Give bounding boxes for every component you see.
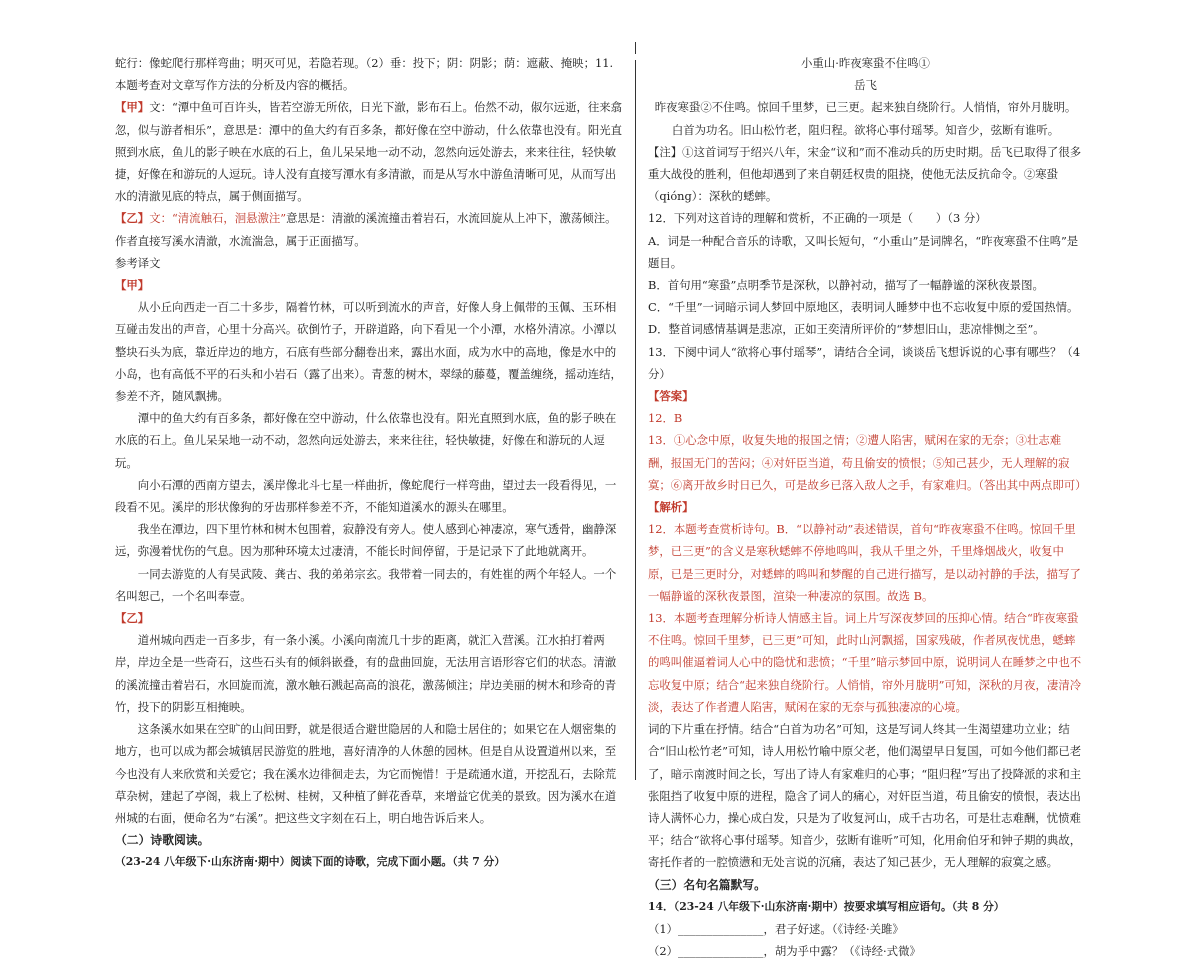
question-14-item-2: （2）_______________，胡为乎中露？（《诗经·式微》 xyxy=(648,944,921,959)
translation-jia-p4: 我坐在潭边，四下里竹林和树木包围着，寂静没有旁人。使人感到心神凄凉，寒气透骨，幽静深远，弥漫着忧伤的气息。因为那种环境太过凄清，不能长时间停留，于是记录下了此地就离开。 xyxy=(115,522,617,559)
poem-author: 岳飞 xyxy=(854,78,877,93)
reference-translation-title: 参考译文 xyxy=(115,255,161,270)
poem-line-1: 昨夜寒蛩②不住鸣。惊回千里梦，已三更。起来独自绕阶行。人悄悄，帘外月胧明。 xyxy=(654,100,1077,115)
analysis-jia: 【甲】文：“潭中鱼可百许头，皆若空游无所依，日光下澈，影布石上。佁然不动，俶尔远逝，往来翕忽，似与游者相乐”，意思是：潭中的鱼大约有百多条，都好像在空中游动，什么依靠也没有。阳光直照到水底，鱼儿的影子映在水底的石上，鱼儿呆呆地一动不动，忽然向远处游去，来来往往，轻快敏捷，好像在和游玩的人逗玩。诗人没有直接写潭水有多清澈，而是从写水中游鱼清晰可见，从而写出水的清澈见底的特点，属于侧面描写。 xyxy=(115,100,623,204)
answer-heading: 【答案】 xyxy=(648,389,694,404)
question-12-option-d: D．整首词感情基调是悲凉，正如王奕清所评价的“梦想旧山，悲凉悱恻之至”。 xyxy=(648,322,1045,337)
translation-jia-p3: 向小石潭的西南方望去，溪岸像北斗七星一样曲折，像蛇爬行一样弯曲，望过去一段看得见，一段看不见。溪岸的形状像狗的牙齿那样参差不齐，不能知道溪水的源头在哪里。 xyxy=(115,477,617,515)
poem-line-2: 白首为功名。旧山松竹老，阻归程。欲将心事付瑶琴。知音少，弦断有谁听。 xyxy=(671,122,1060,137)
translation-jia-p5: 一同去游览的人有吴武陵、龚古、我的弟弟宗玄。我带着一同去的，有姓崔的两个年轻人。一个名叫恕己，一个名叫奉壹。 xyxy=(115,566,617,603)
translation-jia-heading: 【甲】 xyxy=(115,278,150,293)
section-poetry-reading: （二）诗歌阅读。 xyxy=(115,833,210,848)
translation-yi-heading: 【乙】 xyxy=(115,611,150,626)
question-13: 13．下阕中词人“欲将心事付瑶琴”，请结合全词，谈谈岳飞想诉说的心事有哪些？（4 分） xyxy=(648,344,1081,381)
analysis-12: 12．本题考查赏析诗句。B．“以静衬动”表述错误，首句“昨夜寒蛩不住鸣。惊回千里梦，已三更”的含义是寒秋蟋蟀不停地鸣叫，我从千里之外，千里烽烟战火，收复中原，已是三更时分，对蟋蟀的鸣叫和梦醒的自己进行描写，是以动衬静的手法，描写了一幅静谧的深秋夜景图，渲染一种凄凉的氛围。故选 B。 xyxy=(648,522,1081,603)
answer-12: 12．B xyxy=(648,411,683,426)
question-intro: （23-24 八年级下·山东济南·期中）阅读下面的诗歌，完成下面小题。（共 7 分） xyxy=(115,855,506,869)
answer-13: 13．①心念中原，收复失地的报国之情；②遭人陷害，赋闲在家的无奈；③壮志难酬，报国无门的苦闷；④对奸臣当道，苟且偷安的愤恨；⑤知己甚少，无人理解的寂寞；⑥离开故乡时日已久，可是故乡已落入敌人之手，有家难归。（答出其中两点即可） xyxy=(648,433,1087,492)
analysis-yi: 【乙】文：“清流触石，洄悬激注”意思是：清澈的溪流撞击着岩石，水流回旋从上冲下，激荡倾注。作者直接写溪水清澈，水流湍急，属于正面描写。 xyxy=(115,211,617,248)
analysis-continued: 蛇行：像蛇爬行那样弯曲；明灭可见，若隐若现。（2）垂：投下；阴：阴影；荫：遮蔽、掩映；11. 本题考查对文章写作方法的分析及内容的概括。 xyxy=(115,56,614,93)
translation-jia-p1: 从小丘向西走一百二十多步，隔着竹林，可以听到流水的声音，好像人身上佩带的玉佩、玉环相互碰击发出的声音，心里十分高兴。砍倒竹子，开辟道路，向下看见一个小潭，水格外清凉。小潭以整块石头为底，靠近岸边的地方，石底有些部分翻卷出来，露出水面，成为水中的高地，像是水中的小岛，也有高低不平的石头和小岩石（露了出来）。青葱的树木，翠绿的藤蔓，覆盖缠绕，摇动连结，参差不齐，随风飘拂。 xyxy=(115,300,622,404)
translation-yi-p2: 这条溪水如果在空旷的山间田野，就是很适合避世隐居的人和隐士居住的；如果它在人烟密集的地方，也可以成为都会城镇居民游览的胜地，喜好清净的人休憩的园林。但是自从设置道州以来，至今也没有人来欣赏和关爱它；我在溪水边徘徊走去，为它而惋惜！于是疏通水道，开挖乱石，去除荒草杂树，建起了亭阁，栽上了松树、桂树，又种植了鲜花香草，来增益它优美的景致。因为溪水在道州城的右面，便命名为“右溪”。把这些文字刻在石上，明白地告诉后来人。 xyxy=(115,722,617,825)
column-divider xyxy=(635,60,636,780)
question-12-option-a: A．词是一种配合音乐的诗歌，又叫长短句，“小重山”是词牌名，“昨夜寒蛩不住鸣”是题目。 xyxy=(648,233,1079,270)
question-14: 14．（23-24 八年级下·山东济南·期中）按要求填写相应语句。（共 8 分） xyxy=(648,899,1005,913)
poem-note: 【注】①这首词写于绍兴八年，宋金“议和”而不准动兵的历史时期。岳飞已取得了很多重大战役的胜利，但他却遇到了来自朝廷权贵的阻挠，使他无法反抗命令。②寒蛩（qióng）：深秋的蟋蟀。 xyxy=(648,144,1082,204)
poem-title: 小重山·昨夜寒蛩不住鸣① xyxy=(801,56,930,70)
translation-jia-p2: 潭中的鱼大约有百多条，都好像在空中游动，什么依靠也没有。阳光直照到水底，鱼的影子映在水底的石上。鱼儿呆呆地一动不动，忽然向远处游去，来来往往，轻快敏捷，好像在和游玩的人逗玩。 xyxy=(115,411,617,470)
analysis-13: 13．本题考查理解分析诗人情感主旨。词上片写深夜梦回的压抑心情。结合“昨夜寒蛩不住鸣。惊回千里梦，已三更”可知，此时山河飘摇，国家残破，作者夙夜忧患，蟋蟀的鸣叫催逼着词人心中的隐忧和悲愤；“千里”暗示梦回中原，说明词人在睡梦之中也不忘收复中原；结合“起来独自绕阶行。人悄悄，帘外月胧明”可知，深秋的月夜，凄清冷淡，表达了作者遭人陷害，赋闲在家的无奈与孤独凄凉的心境。 xyxy=(648,611,1082,714)
section-famous-lines: （三）名句名篇默写。 xyxy=(648,877,766,892)
right-column xyxy=(648,52,1087,962)
column-divider-top xyxy=(635,42,636,54)
translation-yi-p1: 道州城向西走一百多步，有一条小溪。小溪向南流几十步的距离，就汇入营溪。江水拍打着两岸，岸边全是一些奇石，这些石头有的倾斜嵌叠，有的盘曲回旋，无法用言语形容它们的状态。清澈的溪流撞击着岩石，水回旋而流，激水触石溅起高高的浪花，激荡倾注；岸边美丽的树木和珍奇的青竹，投下的阴影互相掩映。 xyxy=(115,633,617,714)
question-12: 12．下列对这首诗的理解和赏析，不正确的一项是（ ）（3 分） xyxy=(648,211,987,226)
analysis-heading: 【解析】 xyxy=(648,500,694,515)
left-column xyxy=(115,52,627,874)
analysis-13-continued: 词的下片重在抒情。结合“白首为功名”可知，这是写词人终其一生渴望建功立业；结合“旧山松竹老”可知，诗人用松竹喻中原父老，他们渴望早日复国，可如今他们都已老了，暗示南渡时间之长，写出了诗人有家难归的心事；“阻归程”写出了投降派的求和主张阻挡了收复中原的进程，隐含了词人的痛心，对奸臣当道，苟且偷安的愤恨，表达出诗人满怀心力，操心成白发，只是为了收复河山，成千古功名，可是壮志难酬，忧愤难平；结合“欲将心事付瑶琴。知音少，弦断有谁听”可知，化用俞伯牙和钟子期的典故，寄托作者的一腔愤懑和无处言说的沉痛，表达了知己甚少，无人理解的寂寞之感。 xyxy=(648,722,1082,870)
question-14-item-1: （1）_______________，君子好逑。（《诗经·关雎》 xyxy=(648,921,904,936)
question-12-option-b: B．首句用“寒蛩”点明季节是深秋，以静衬动，描写了一幅静谧的深秋夜景图。 xyxy=(648,278,1044,293)
question-12-option-c: C．“千里”一词暗示词人梦回中原地区，表明词人睡梦中也不忘收复中原的爱国热情。 xyxy=(648,300,1079,315)
